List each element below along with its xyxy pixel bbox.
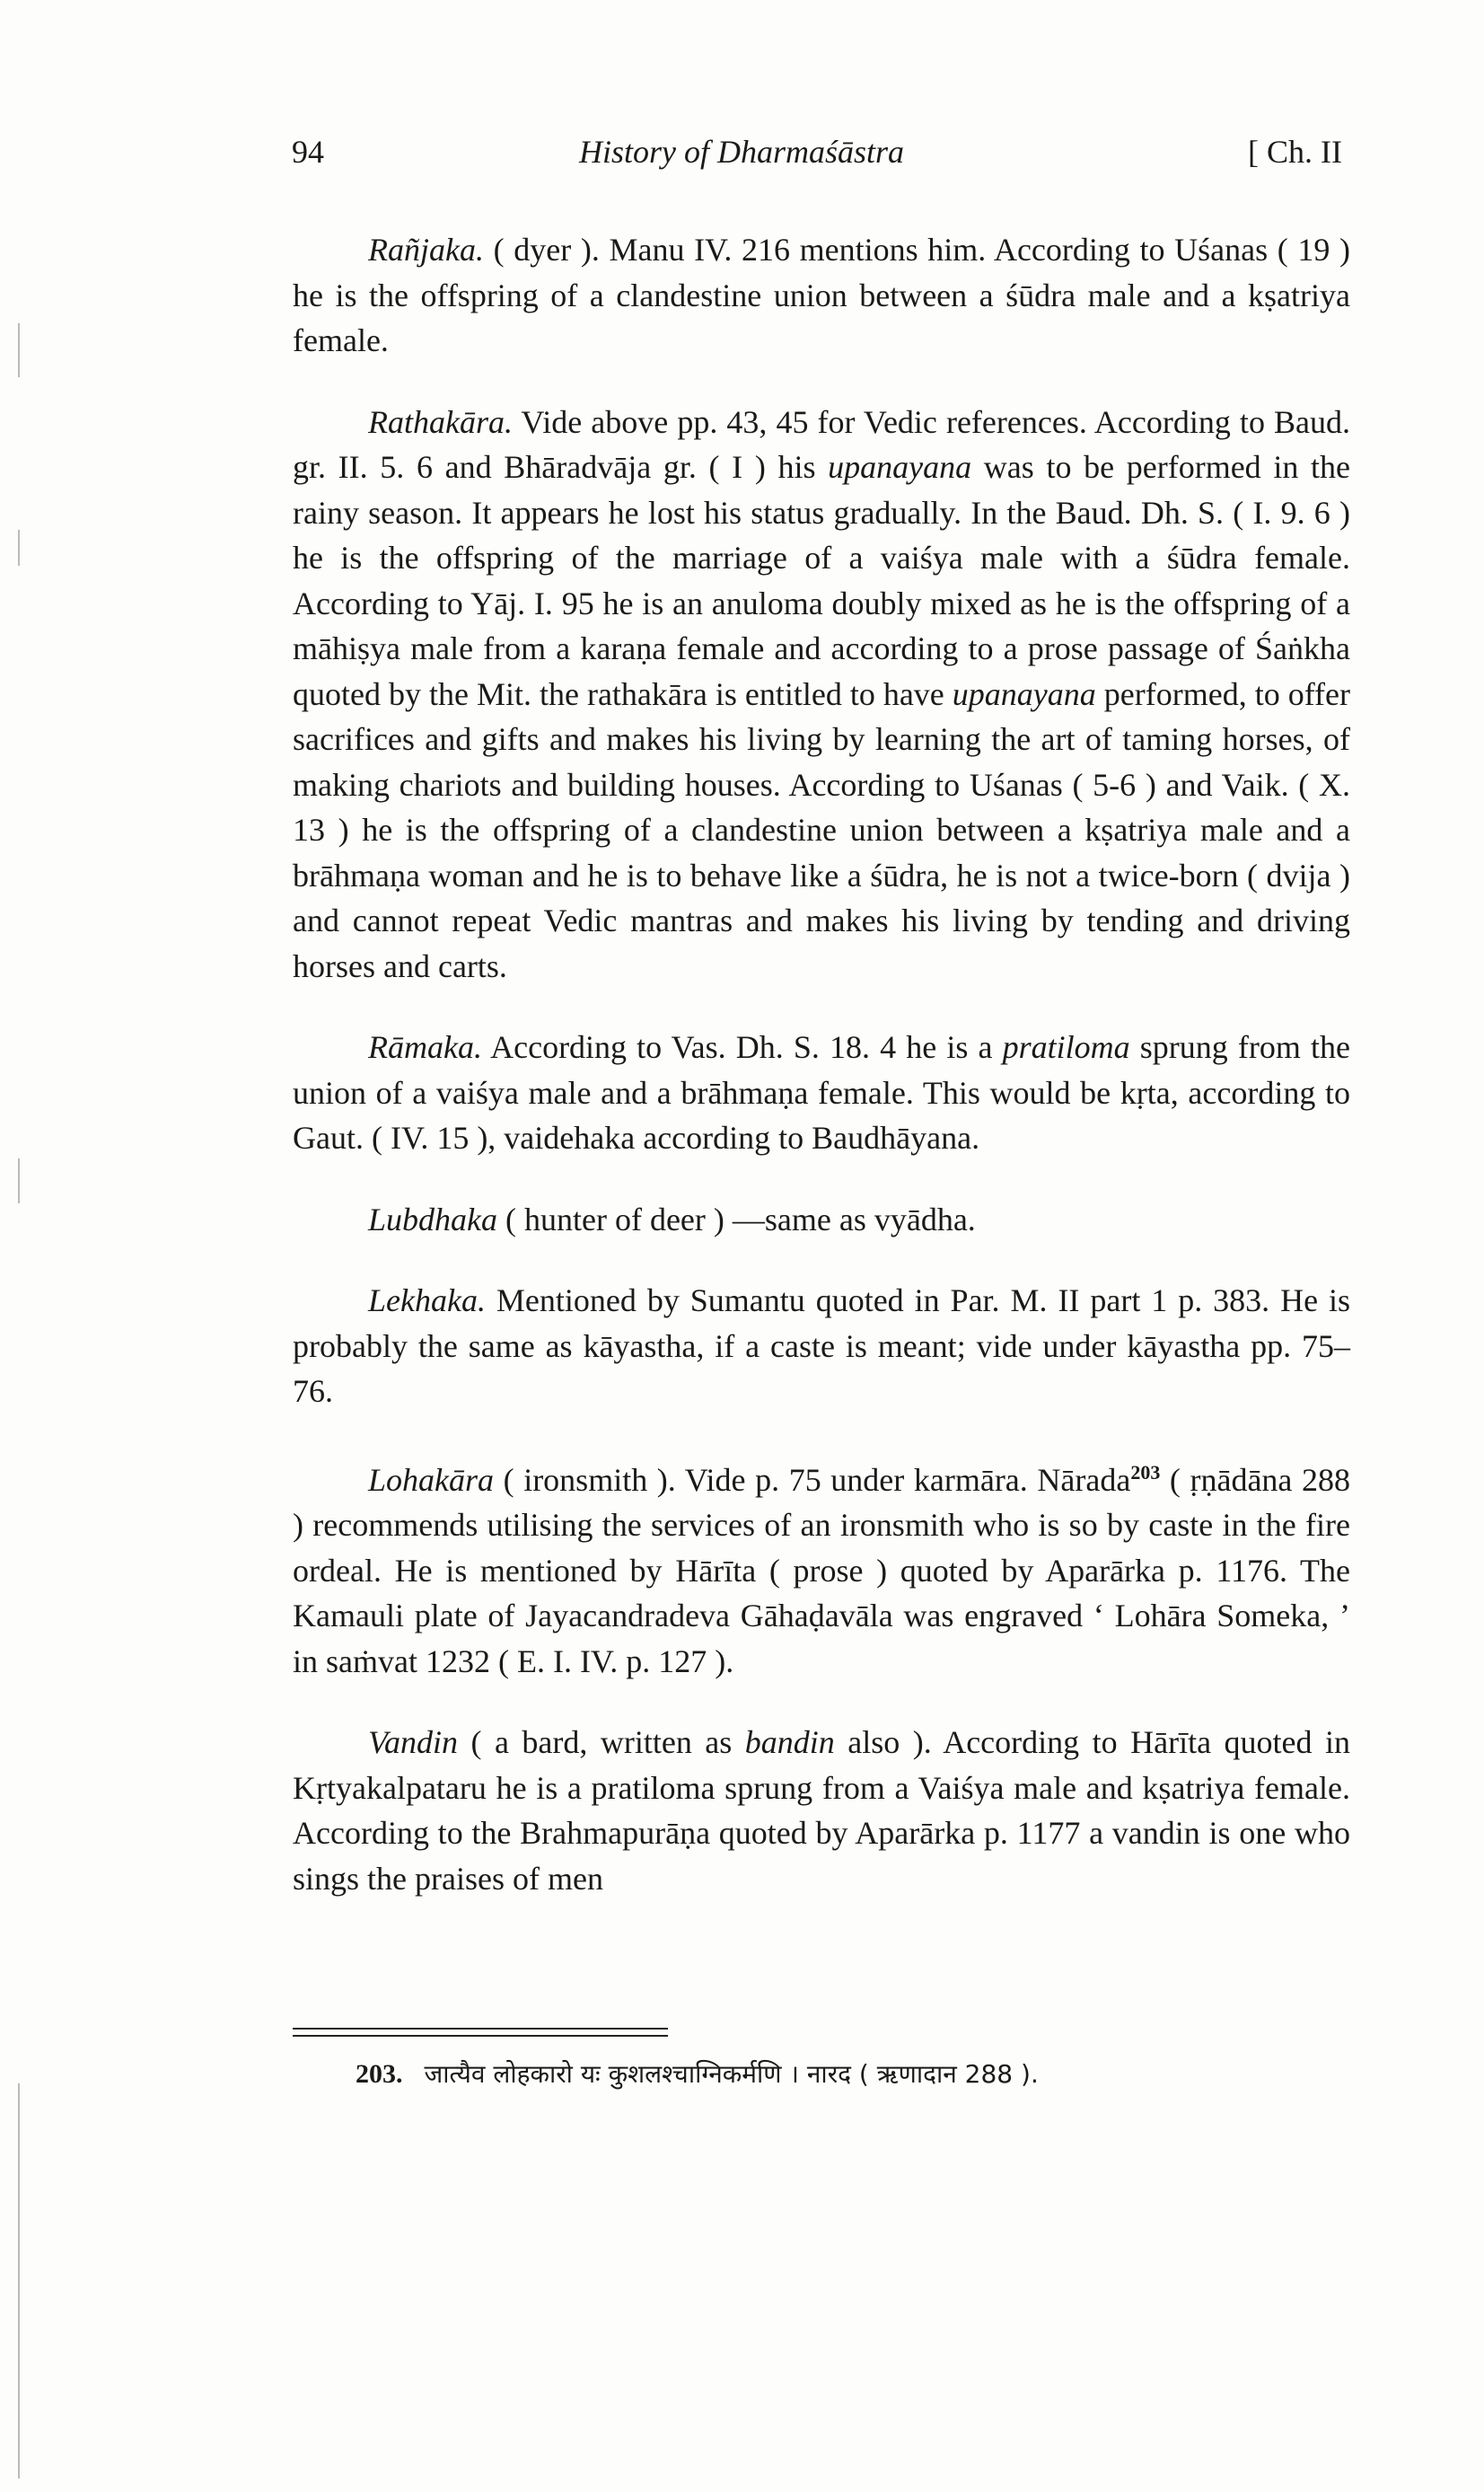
entry-head: Lubdhaka	[368, 1201, 497, 1237]
page-number: 94	[292, 134, 324, 170]
entry-italic-term: bandin	[744, 1724, 835, 1760]
footnote-rule	[293, 2035, 668, 2037]
entry-ramaka	[293, 1025, 1350, 1161]
entry-text: ( ironsmith ). Vide p. 75 under karmāra. Nārada	[494, 1461, 1131, 1498]
entry-text: Vide above pp. 43, 45 for Vedic references. According to Baud. gr. II. 5. 6 and Bhāradvāja gr. ( I ) his	[293, 403, 1350, 485]
entry-text: sprung from the union of a vaiśya male and a brāhmaṇa female. This would be kṛta, according to Gaut. ( IV. 15 ), vaidehaka according to Baudhāyana.	[293, 1029, 1350, 1156]
scan-mark	[18, 1158, 20, 1203]
entry-vandin	[293, 1720, 1350, 1901]
running-header	[292, 133, 1369, 187]
footnote-ref[interactable]: 203	[1130, 1460, 1161, 1484]
entry-head: Vandin	[368, 1724, 459, 1760]
entry-head: Rathakāra.	[368, 403, 513, 440]
running-title: History of Dharmaśāstra	[579, 134, 905, 170]
chapter-label: [ Ch. II	[1248, 134, 1342, 170]
scan-margin-marks	[18, 323, 22, 2479]
entry-lekhaka	[293, 1278, 1350, 1414]
entry-head: Rañjaka.	[368, 232, 484, 268]
entry-text: According to Vas. Dh. S. 18. 4 he is a	[481, 1029, 1003, 1065]
entry-italic-term: pratiloma	[1002, 1029, 1130, 1065]
footnote-number: 203.	[356, 2059, 403, 2089]
entry-ranjaka	[293, 227, 1350, 364]
entry-lohakara	[293, 1450, 1350, 1685]
entry-lubdhaka	[293, 1197, 1350, 1243]
entry-head: Lohakāra	[368, 1461, 495, 1498]
entry-text: was to be performed in the rainy season. It appears he lost his status gradually. In the Baud. Dh. S. ( I. 9. 6 ) he is the offspring of the marriage of a vaiśya male with a śūdra female. According to Yāj. I. 95 he is an anuloma doubly mixed as he is the offspring of a māhiṣya male from a karaṇa female and according to a prose passage of Śaṅkha quoted by the Mit. the rathakāra is entitled to have	[293, 449, 1350, 712]
entry-text: ( dyer ). Manu IV. 216 mentions him. According to Uśanas ( 19 ) he is the offspring of a clandestine union between a śūdra male and a kṣatriya female.	[293, 232, 1350, 358]
entry-italic-term: upanayana	[952, 675, 1096, 712]
scan-mark	[18, 323, 20, 377]
main-text	[293, 227, 1350, 1937]
entry-head: Rāmaka.	[368, 1029, 482, 1065]
footnote-text: जात्यैव लोहकारो यः कुशलश्चाग्निकर्मणि । नारद ( ऋणादान 288 ).	[424, 2059, 1039, 2089]
footnote-rule	[293, 2028, 668, 2030]
entry-text: ( hunter of deer ) —same as vyādha.	[497, 1201, 976, 1237]
entry-head: Lekhaka.	[368, 1282, 486, 1318]
scan-mark	[18, 530, 20, 566]
entry-text: ( ṛṇādāna 288 ) recommends utilising the services of an ironsmith who is so by caste in the fire ordeal. He is mentioned by Hārīta ( prose ) quoted by Aparārka p. 1176. The Kamauli plate of Jayacandradeva Gāhaḍavāla was engraved ‘ Lohāra Someka, ’ in saṁvat 1232 ( E. I. IV. p. 127 ).	[293, 1461, 1351, 1679]
entry-text: Mentioned by Sumantu quoted in Par. M. II part 1 p. 383. He is probably the same as kāyastha, if a caste is meant; vide under kāyastha pp. 75–76.	[293, 1282, 1350, 1409]
entry-text: also ). According to Hārīta quoted in Kṛtyakalpataru he is a pratiloma sprung from a Vaiśya male and kṣatriya female. According to the Brahmapurāṇa quoted by Aparārka p. 1177 a vandin is one who sings the praises of men	[293, 1724, 1350, 1897]
scan-mark	[18, 2083, 20, 2479]
footnote	[356, 2056, 1343, 2091]
entry-italic-term: upanayana	[828, 449, 972, 485]
entry-text: ( a bard, written as	[458, 1724, 745, 1760]
entry-rathakara	[293, 400, 1350, 990]
entry-text: performed, to offer sacrifices and gifts and makes his living by learning the art of taming horses, of making chariots and building houses. According to Uśanas ( 5-6 ) and Vaik. ( X. 13 ) he is the offspring of a clandestine union between a kṣatriya male and a brāhmaṇa woman and he is to behave like a śūdra, he is not a twice-born ( dvija ) and cannot repeat Vedic mantras and makes his living by tending and driving horses and carts.	[293, 675, 1350, 984]
